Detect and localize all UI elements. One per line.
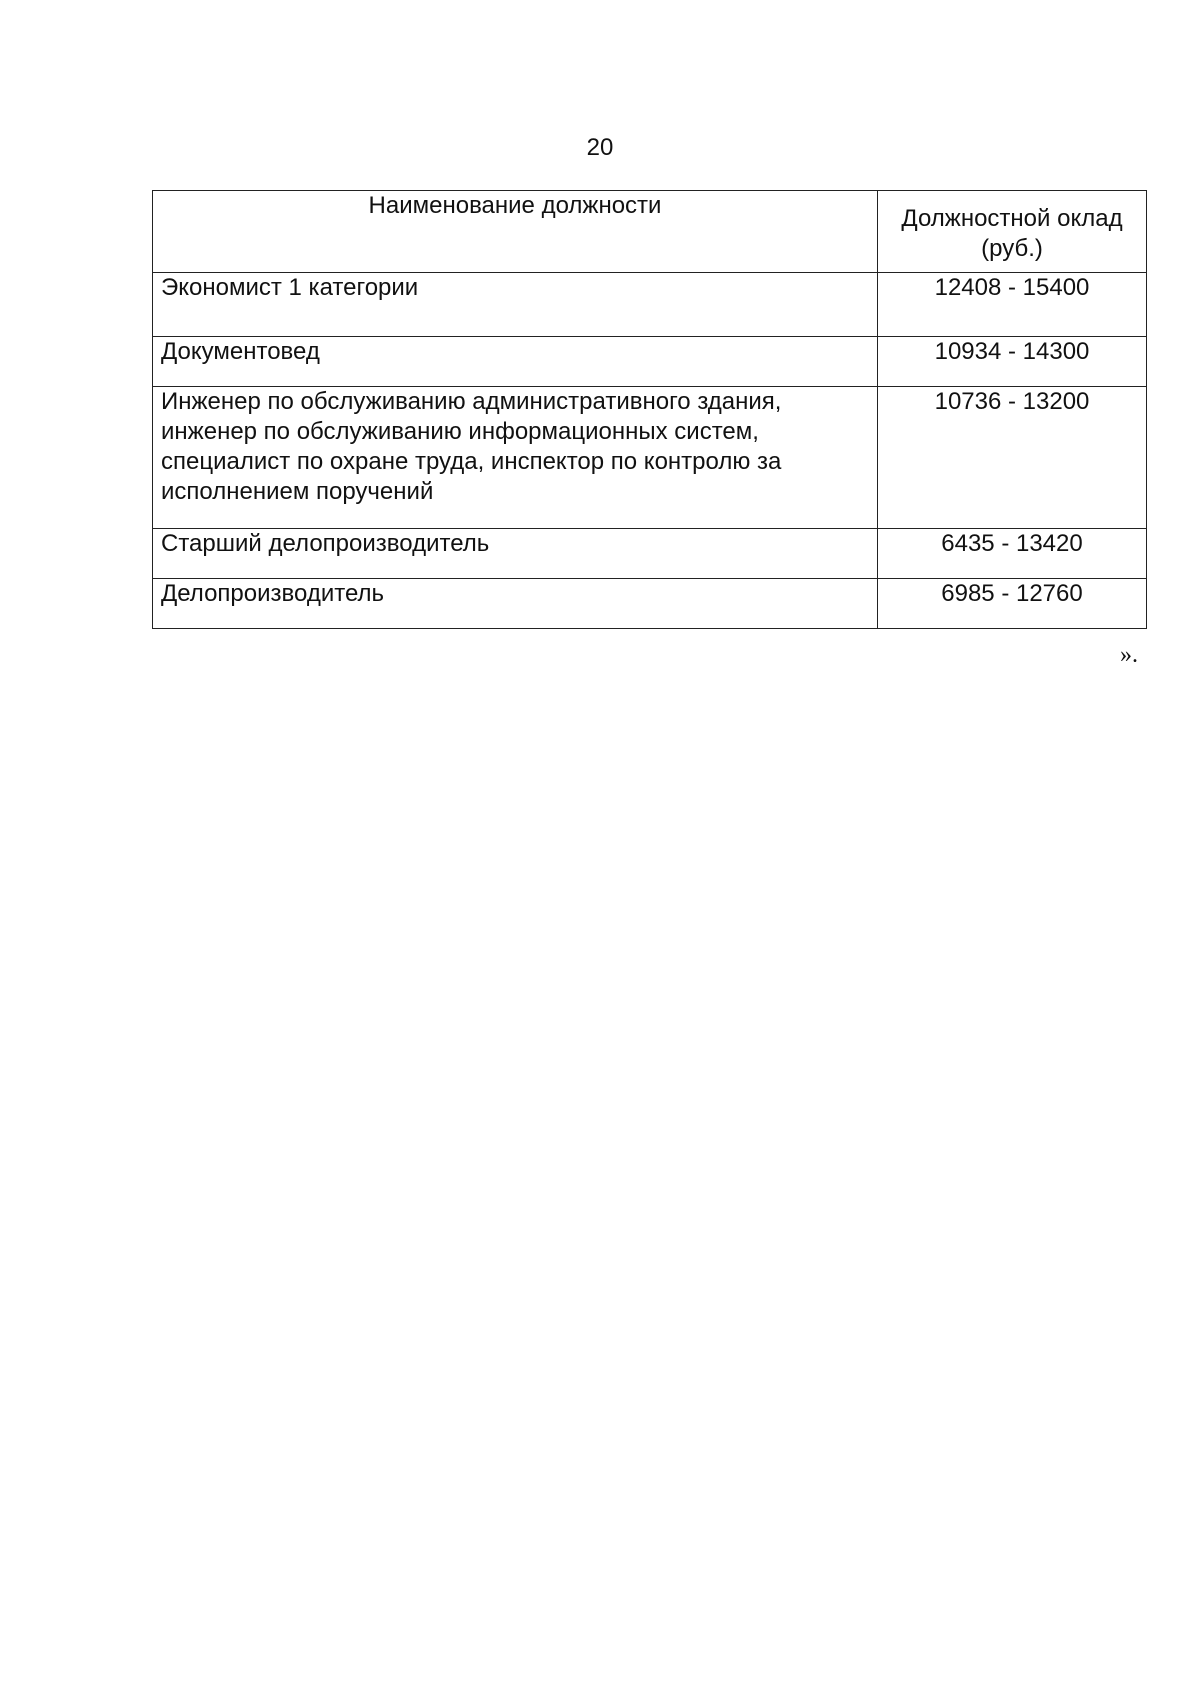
position-cell: Инженер по обслуживанию административного здания, инженер по обслуживанию информационных систем, специалист по охране труда, инспектор по контролю за исполнением поручений [153,387,878,529]
table-row [153,273,1147,337]
closing-quote-mark: ». [1120,642,1138,668]
page-number: 20 [586,134,614,161]
position-cell: Делопроизводитель [153,579,878,629]
salary-cell: 10736 - 13200 [878,387,1147,529]
column-header-position: Наименование должности [153,191,878,273]
table-row [153,579,1147,629]
table-header-row [153,191,1147,273]
position-cell: Документовед [153,337,878,387]
column-header-salary: Должностной оклад (руб.) [878,191,1147,273]
salary-cell: 12408 - 15400 [878,273,1147,337]
salary-cell: 6985 - 12760 [878,579,1147,629]
salary-cell: 6435 - 13420 [878,529,1147,579]
salary-cell: 10934 - 14300 [878,337,1147,387]
position-cell: Экономист 1 категории [153,273,878,337]
position-cell: Старший делопроизводитель [153,529,878,579]
salary-table [152,190,1147,629]
table-row [153,529,1147,579]
table-row [153,337,1147,387]
table-row [153,387,1147,529]
